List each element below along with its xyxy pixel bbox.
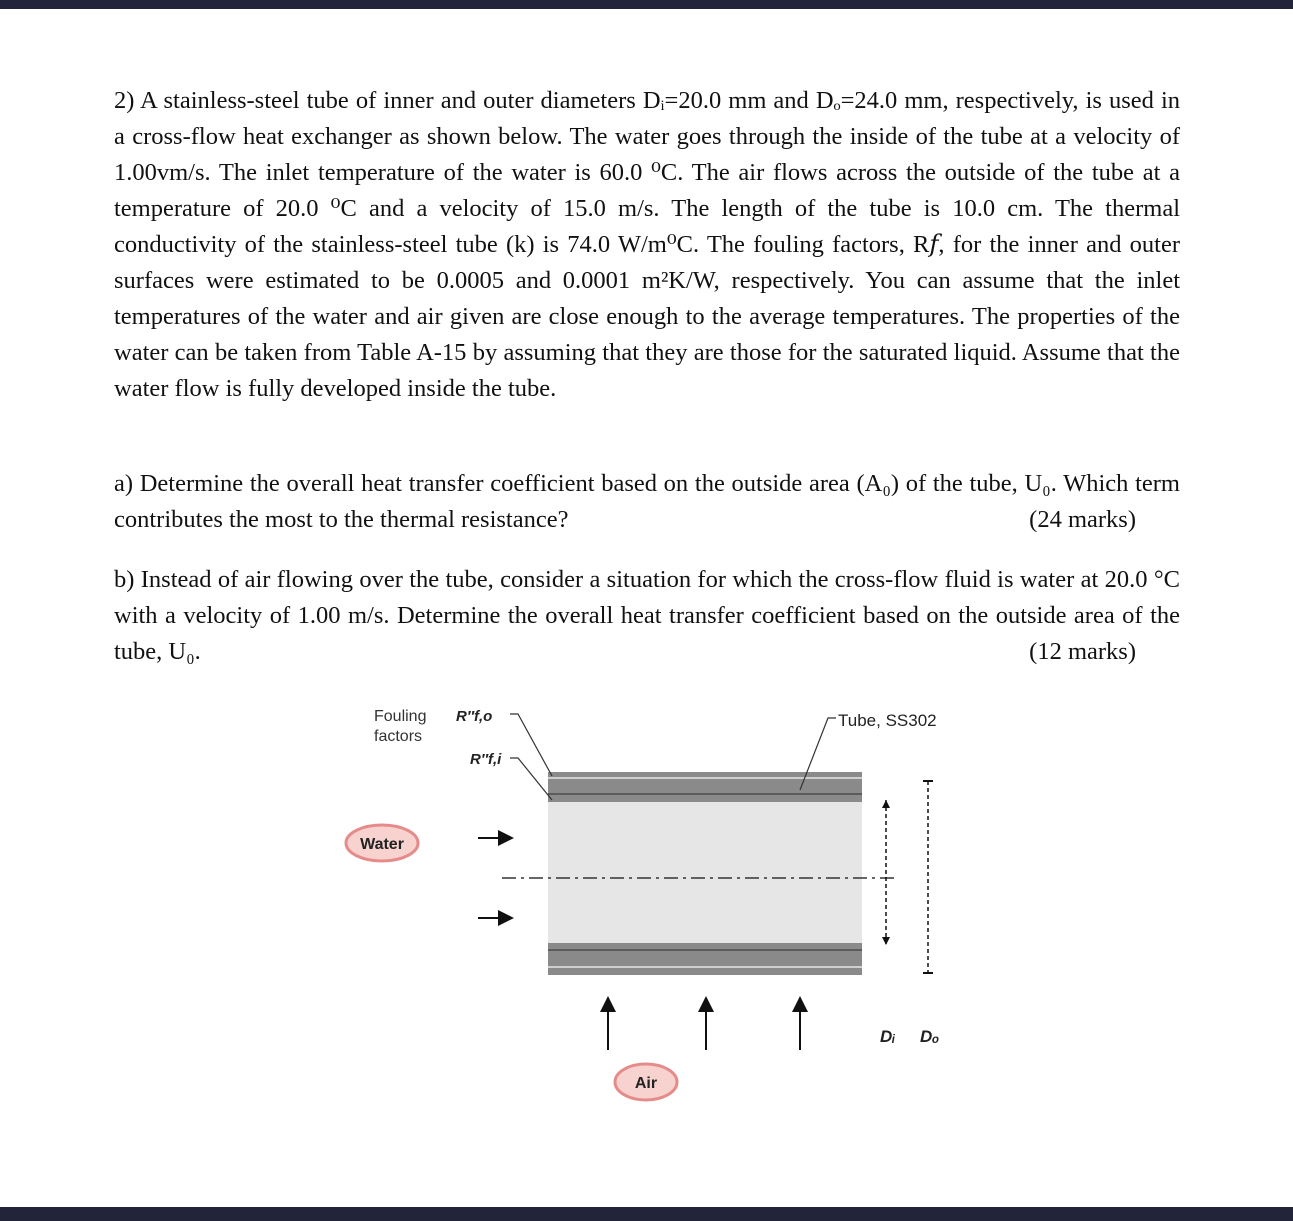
problem-statement: 2) A stainless-steel tube of inner and outer diameters Dᵢ=20.0 mm and Dₒ=24.0 mm, respectively, is used in a cross-flow heat exchanger as shown below. The water goes through the inside of the tube at a velocity of 1.00vm/s. The inlet temperature of the water is 60.0 ⁰C. The air flows across the outside of the tube at a temperature of 20.0 ⁰C and a velocity of 15.0 m/s. The length of the tube is 10.0 cm. The thermal conductivity of the stainless-steel tube (k) is 74.0 W/m⁰C. The fouling factors, R𝑓, for the inner and outer surfaces were estimated to be 0.0005 and 0.0001 m²K/W, respectively. You can assume that the inlet temperatures of the water and air given are close enough to the average temperatures. The properties of the water can be taken from Table A-15 by assuming that they are those for the saturated liquid. Assume that the water flow is fully developed inside the tube. (114, 87, 1180, 402)
tube-top-wall (548, 772, 862, 802)
water-label-badge (346, 825, 418, 861)
heat-exchanger-diagram (330, 690, 970, 1110)
part-a-question: a) Determine the overall heat transfer coefficient based on the outside area (A₀) of the tube, U₀. Which term contributes the most to the thermal resistance? (114, 470, 1180, 533)
fouling-outer-symbol: R″f,o (456, 708, 493, 725)
tube-interior (548, 800, 862, 945)
part-a-marks: (24 marks) (1029, 506, 1136, 533)
air-label: Air (634, 1075, 658, 1092)
fouling-factors-label-line1: Fouling (374, 708, 427, 725)
top-border-bar (0, 0, 1293, 9)
tube-material-label: Tube, SS302 (838, 711, 937, 730)
water-label: Water (360, 836, 404, 853)
air-label-badge (615, 1064, 677, 1100)
part-b-marks: (12 marks) (1029, 638, 1136, 665)
fouling-factors-label-line2: factors (374, 728, 423, 745)
tube-bottom-wall (548, 943, 862, 975)
inner-diameter-label: Dᵢ (880, 1027, 896, 1046)
outer-diameter-label: Dₒ (920, 1027, 940, 1046)
part-b-question: b) Instead of air flowing over the tube, consider a situation for which the cross-flow fluid is water at 20.0 °C with a velocity of 1.00 m/s. Determine the overall heat transfer coefficient based on the outside area of the tube, U₀. (114, 566, 1180, 665)
fouling-inner-symbol: R″f,i (470, 751, 502, 768)
bottom-border-bar (0, 1207, 1293, 1221)
